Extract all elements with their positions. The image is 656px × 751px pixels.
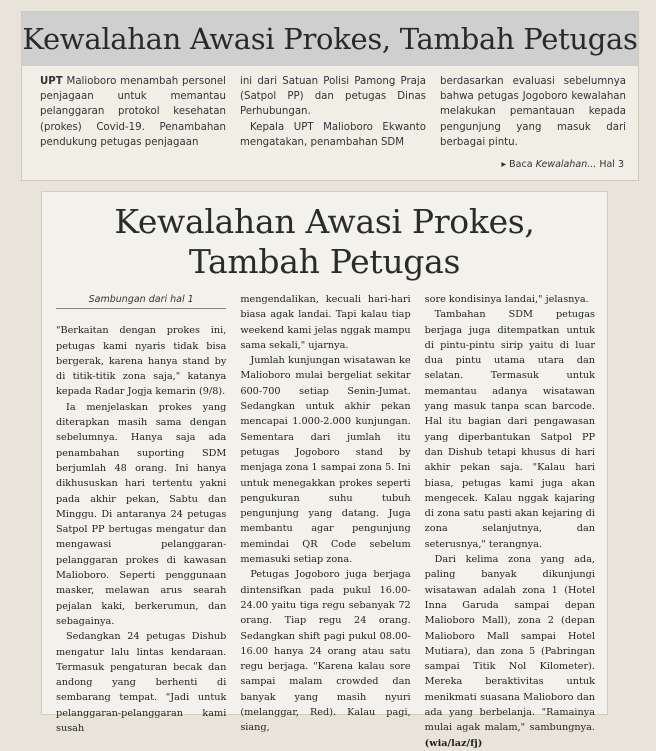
continued-reference	[501, 159, 624, 170]
main-article-columns	[56, 292, 595, 749]
top-column-2	[240, 74, 426, 174]
continued-word: Kewalahan...	[535, 159, 597, 170]
main-headline-line1: Kewalahan Awasi Prokes,	[114, 202, 535, 241]
main-column-1	[56, 292, 227, 735]
top-col2-p1: ini dari Satuan Polisi Pamong Praja (Satpol PP) dan petugas Dinas Perhubungan.	[240, 76, 426, 118]
main-col1-p2: Ia menjelaskan prokes yang diterapkan masih sama dengan sebelumnya. Hanya saja ada penambahan suporting SDM berjumlah 48 orang. Ini hanya dikhususkan hari tertentu yakni pada akhir pekan, Sabtu dan Minggu. Di antaranya 24 petugas Satpol PP bertugas mengatur dan mengawasi pelanggaran-pelanggaran prokes di kawasan Malioboro. Seperti penggunaan masker, melawan arus searah pejalan kaki, berkerumun, dan sebagainya.	[56, 401, 227, 627]
continued-suffix: Hal 3	[596, 159, 624, 170]
main-col3-p2: Tambahan SDM petugas berjaga juga ditempatkan untuk di pintu-pintu sirip yaitu di luar dua pintu utama utara dan selatan. Termasuk untuk memantau adanya wisatawan yang masuk tanpa scan barcode. Hal itu bagian dari pengawasan yang diperbantukan Satpol PP dan Dishub tetapi khusus di hari akhir pekan saja. "Kalau hari biasa, petugas kami juga akan mengecek. Kalau nggak kajaring di zona satu pasti akan kejaring di zona selanjutnya, dan seterusnya," terangnya.	[424, 309, 595, 550]
author-signature: (wia/laz/fj)	[424, 737, 483, 749]
top-col1-text: Malioboro menambah personel penjagaan untuk memantau pelanggaran protokol kesehatan (prokes) Covid-19. Penambahan pendukung petugas penjagaan	[40, 76, 226, 148]
main-col1-p1: "Berkaitan dengan prokes ini, petugas kami nyaris tidak bisa bergerak, karena hanya stand by di titik-titik zona saja," katanya kepada Radar Jogja kemarin (9/8).	[56, 325, 227, 398]
main-col2-p2: Jumlah kunjungan wisatawan ke Malioboro mulai bergeliat sekitar 600-700 setiap Senin-Jumat. Sedangkan untuk akhir pekan mencapai 1.000-2.000 kunjungan. Sementara dari jumlah itu petugas Jogoboro stand by menjaga zona 1 sampai zona 5. Ini untuk menegakkan prokes seperti pengukuran suhu tubuh pengunjung yang datang. Juga membantu agar pengunjung memindai QR Code sebelum memasuki setiap zona.	[240, 355, 411, 566]
main-col3-p3	[425, 552, 595, 751]
main-headline	[42, 202, 607, 282]
top-col2-p2: Kepala UPT Malioboro Ekwanto mengatakan, penambahan SDM	[240, 121, 426, 148]
headline-banner	[22, 12, 638, 66]
main-col1-p3: Sedangkan 24 petugas Dishub mengatur lalu lintas kendaraan. Termasuk pengaturan becak dan andong yang berhenti di sembarang tempat. "Jadi untuk pelanggaran-pelanggaran kami susah	[56, 631, 227, 735]
top-col3-p1: berdasarkan evaluasi sebelumnya bahwa petugas Jogoboro kewalahan melakukan pemantauan kepada pengunjung yang masuk dari berbagai pintu.	[440, 76, 626, 148]
main-column-2	[240, 292, 411, 734]
main-clipping	[42, 192, 607, 749]
main-headline-line2: Tambah Petugas	[188, 242, 461, 281]
top-headline: Kewalahan Awasi Prokes, Tambah Petugas	[22, 22, 638, 56]
continued-prefix: ▸ Baca	[501, 159, 536, 170]
main-col2-p3: Petugas Jogoboro juga berjaga dintensifkan pada pukul 16.00-24.00 yaitu tiga regu sebanyak 72 orang. Tiap regu 24 orang. Sedangkan shift pagi pukul 08.00-16.00 hanya 24 orang atau satu regu berjaga. "Karena kalau sore sampai malam crowded dan banyak yang masih nyuri (melanggar, Red). Kalau pagi, siang,	[240, 569, 411, 734]
main-col2-p1: mengendalikan, kecuali hari-hari biasa agak landai. Tapi kalau tiap weekend kami jelas nggak mampu sama sekali," ujarnya.	[240, 294, 411, 351]
main-column-3	[424, 292, 595, 749]
lead-word: UPT	[40, 76, 63, 87]
top-column-1	[40, 74, 226, 174]
continued-from-label: Sambungan dari hal 1	[56, 292, 226, 309]
main-col3-p3-text: Dari kelima zona yang ada, paling banyak dikunjungi wisatawan adalah zona 1 (Hotel Inna Garuda sampai depan Malioboro Mall), zona 2 (depan Malioboro Mall sampai Hotel Mutiara), dan zona 5 (Pabringan sampai Titik Nol Kilometer). Mereka beraktivitas untuk menikmati suasana Malioboro dan ada yang berbelanja. "Ramainya mulai agak malam," sambungnya.	[424, 554, 595, 734]
main-col3-p1: sore kondisinya landai," jelasnya.	[424, 294, 589, 305]
top-clipping	[22, 12, 638, 180]
